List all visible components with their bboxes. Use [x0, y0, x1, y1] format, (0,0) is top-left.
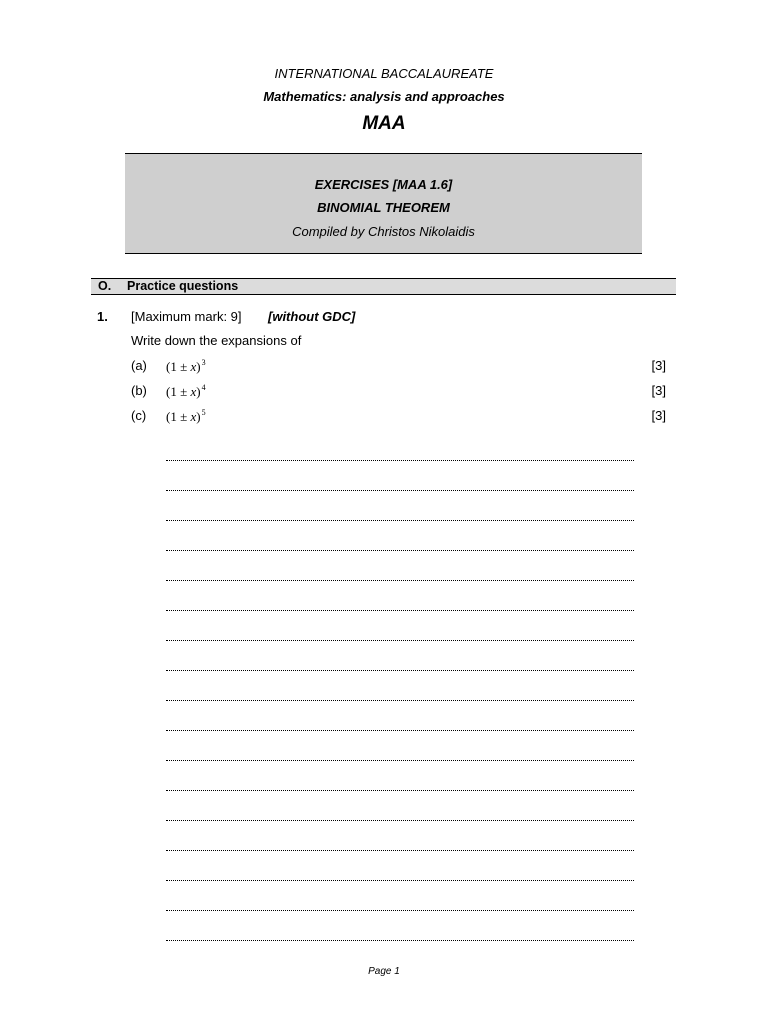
- part-a-variable: x: [190, 359, 197, 374]
- section-header: [91, 278, 676, 295]
- part-b-exponent: 4: [201, 383, 206, 392]
- answer-line: [166, 850, 634, 851]
- banner-author: Compiled by Christos Nikolaidis: [292, 224, 475, 239]
- part-c-exponent: 5: [201, 408, 206, 417]
- part-a-exponent: 3: [201, 358, 206, 367]
- answer-line: [166, 460, 634, 461]
- part-c-label: (c): [131, 408, 147, 423]
- answer-line: [166, 490, 634, 491]
- answer-line: [166, 760, 634, 761]
- part-c-marks: [3]: [651, 408, 666, 423]
- part-a-label: (a): [131, 358, 147, 373]
- part-b-variable: x: [190, 384, 197, 399]
- part-b-label: (b): [131, 383, 147, 398]
- header-course: Mathematics: analysis and approaches: [263, 89, 505, 104]
- question-number: 1.: [97, 309, 108, 324]
- part-a-close: ): [196, 359, 201, 374]
- question-max-mark: [Maximum mark: 9]: [131, 309, 242, 324]
- answer-line: [166, 550, 634, 551]
- question-instruction: Write down the expansions of: [131, 333, 302, 348]
- part-c-expression: [166, 408, 206, 425]
- answer-line: [166, 940, 634, 941]
- section-number: O.: [98, 279, 112, 293]
- answer-line: [166, 910, 634, 911]
- answer-line: [166, 790, 634, 791]
- answer-line: [166, 520, 634, 521]
- answer-line: [166, 610, 634, 611]
- part-b-expression: [166, 383, 206, 400]
- part-a-expression: [166, 358, 206, 375]
- answer-line: [166, 820, 634, 821]
- answer-line: [166, 700, 634, 701]
- exercise-banner: [125, 153, 642, 254]
- part-b-close: ): [196, 384, 201, 399]
- part-c-base: (1 ±: [166, 409, 191, 424]
- part-b-base: (1 ±: [166, 384, 191, 399]
- part-b-marks: [3]: [651, 383, 666, 398]
- answer-line: [166, 730, 634, 731]
- header-organization: INTERNATIONAL BACCALAUREATE: [274, 66, 494, 81]
- banner-title: EXERCISES [MAA 1.6]: [314, 177, 453, 192]
- part-c-close: ): [196, 409, 201, 424]
- question-calculator-note: [without GDC]: [268, 309, 356, 324]
- part-a-marks: [3]: [651, 358, 666, 373]
- banner-subtitle: BINOMIAL THEOREM: [317, 200, 450, 215]
- part-a-base: (1 ±: [166, 359, 191, 374]
- answer-line: [166, 880, 634, 881]
- answer-line: [166, 670, 634, 671]
- header-course-code: MAA: [362, 113, 406, 134]
- part-c-variable: x: [190, 409, 197, 424]
- answer-line: [166, 640, 634, 641]
- section-title: Practice questions: [127, 279, 239, 293]
- answer-line: [166, 580, 634, 581]
- page-number: Page 1: [368, 966, 400, 977]
